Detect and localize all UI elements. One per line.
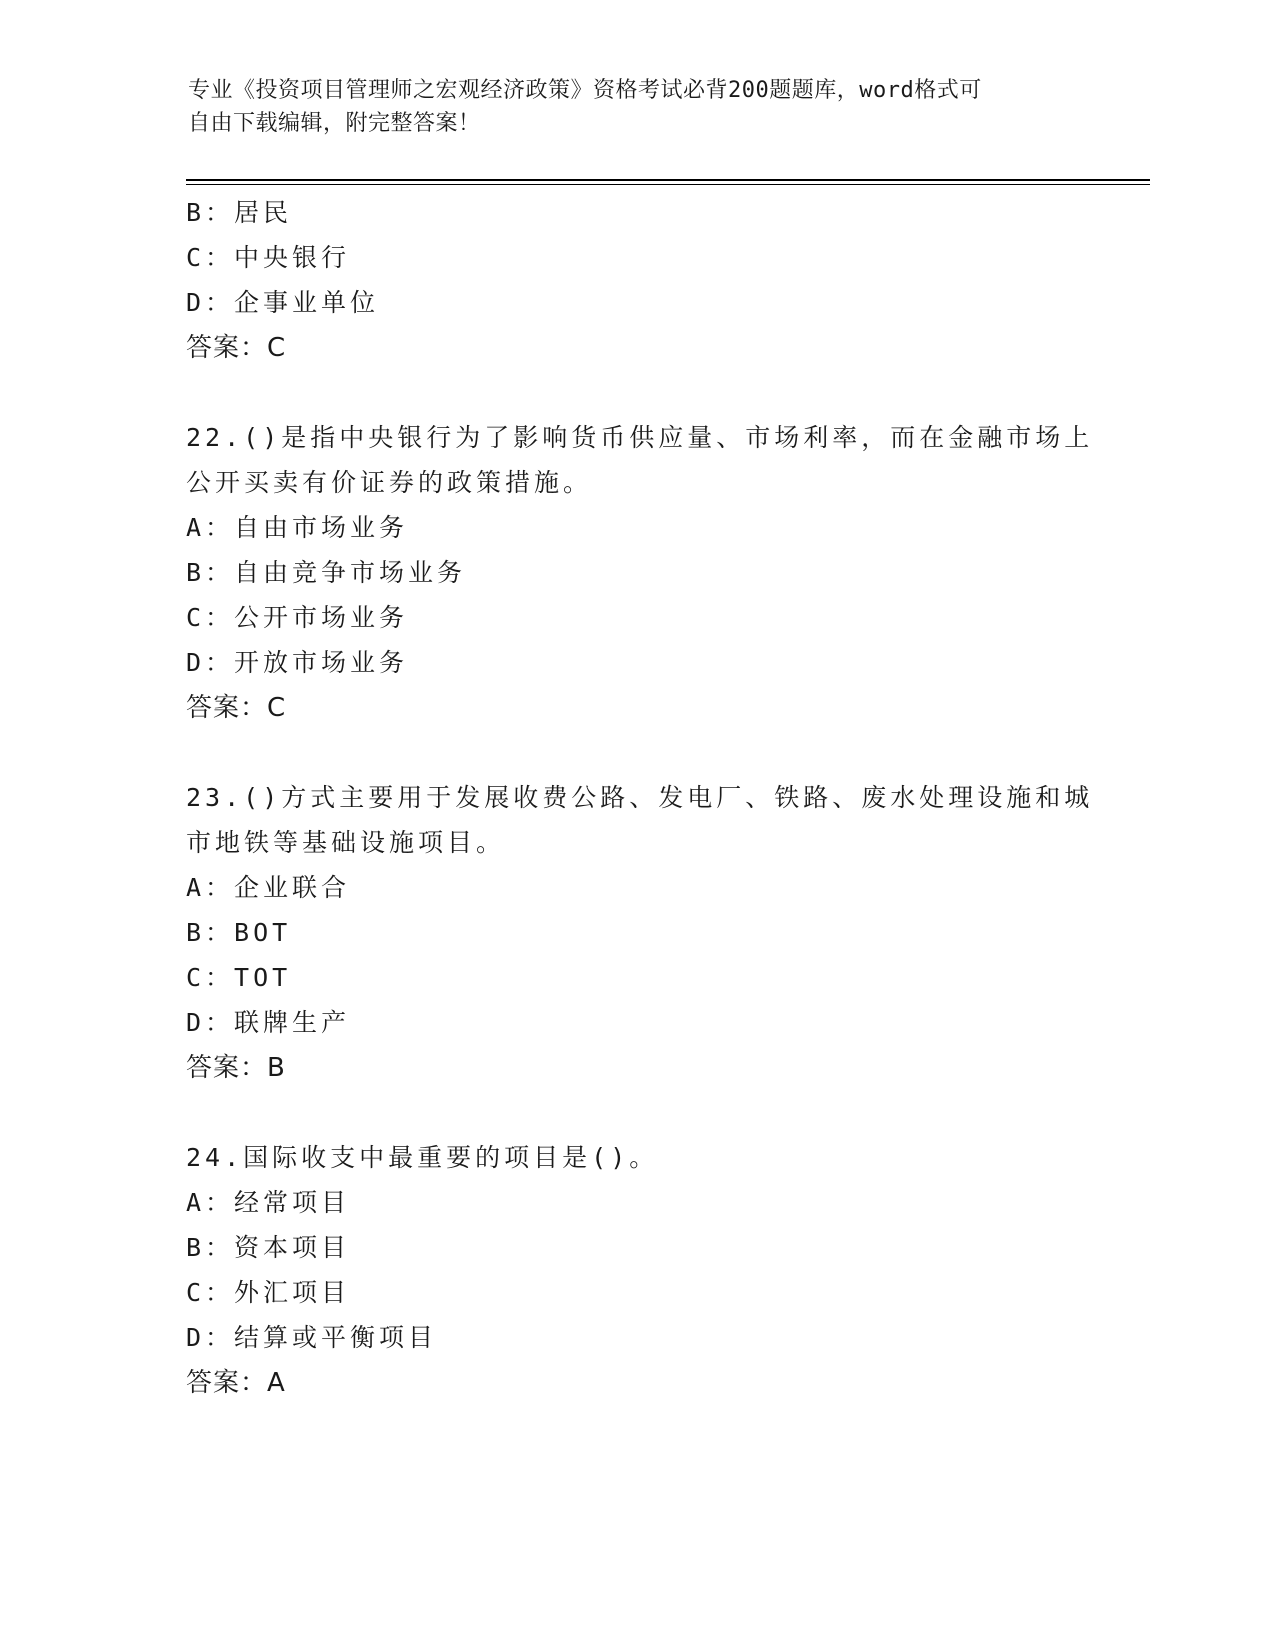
option-b: B：居民 <box>186 198 293 227</box>
spacer <box>186 731 1086 775</box>
option-b: B：资本项目 <box>186 1233 351 1262</box>
option-a: A：自由市场业务 <box>186 513 409 542</box>
option-d: D：结算或平衡项目 <box>186 1323 438 1352</box>
question-text-line-1: 22.()是指中央银行为了影响货币供应量、市场利率，而在金融市场上 <box>186 423 1094 452</box>
answer: 答案：C <box>186 693 287 723</box>
question-text-line-1: 23.()方式主要用于发展收费公路、发电厂、铁路、废水处理设施和城 <box>186 783 1094 812</box>
spacer <box>186 371 1086 415</box>
option-d: D：企事业单位 <box>186 288 380 317</box>
option-d: D：开放市场业务 <box>186 648 409 677</box>
option-a: A：经常项目 <box>186 1188 351 1217</box>
answer: 答案：A <box>186 1368 286 1398</box>
question-text-line-1: 24.国际收支中最重要的项目是()。 <box>186 1143 659 1172</box>
document-body <box>186 190 1094 1406</box>
page-header <box>188 74 1088 140</box>
question-text-line-2: 公开买卖有价证券的政策措施。 <box>186 468 593 497</box>
header-divider-thin <box>186 184 1150 185</box>
question-23 <box>186 775 1094 1091</box>
option-c: C：TOT <box>186 963 292 992</box>
option-c: C：外汇项目 <box>186 1278 351 1307</box>
answer: 答案：B <box>186 1053 286 1083</box>
option-b: B：自由竞争市场业务 <box>186 558 467 587</box>
spacer <box>186 1091 1086 1135</box>
option-c: C：中央银行 <box>186 243 351 272</box>
option-a: A：企业联合 <box>186 873 351 902</box>
option-c: C：公开市场业务 <box>186 603 409 632</box>
question-22 <box>186 415 1094 731</box>
question-text-line-2: 市地铁等基础设施项目。 <box>186 828 506 857</box>
option-d: D：联牌生产 <box>186 1008 351 1037</box>
question-24 <box>186 1135 1086 1406</box>
answer: 答案：C <box>186 333 287 363</box>
header-line-1: 专业《投资项目管理师之宏观经济政策》资格考试必背200题题库，word格式可 <box>188 78 982 103</box>
header-divider-thick <box>186 179 1150 181</box>
option-b: B：BOT <box>186 918 292 947</box>
question-21-continued <box>186 190 1086 371</box>
header-line-2: 自由下载编辑，附完整答案！ <box>188 111 481 136</box>
